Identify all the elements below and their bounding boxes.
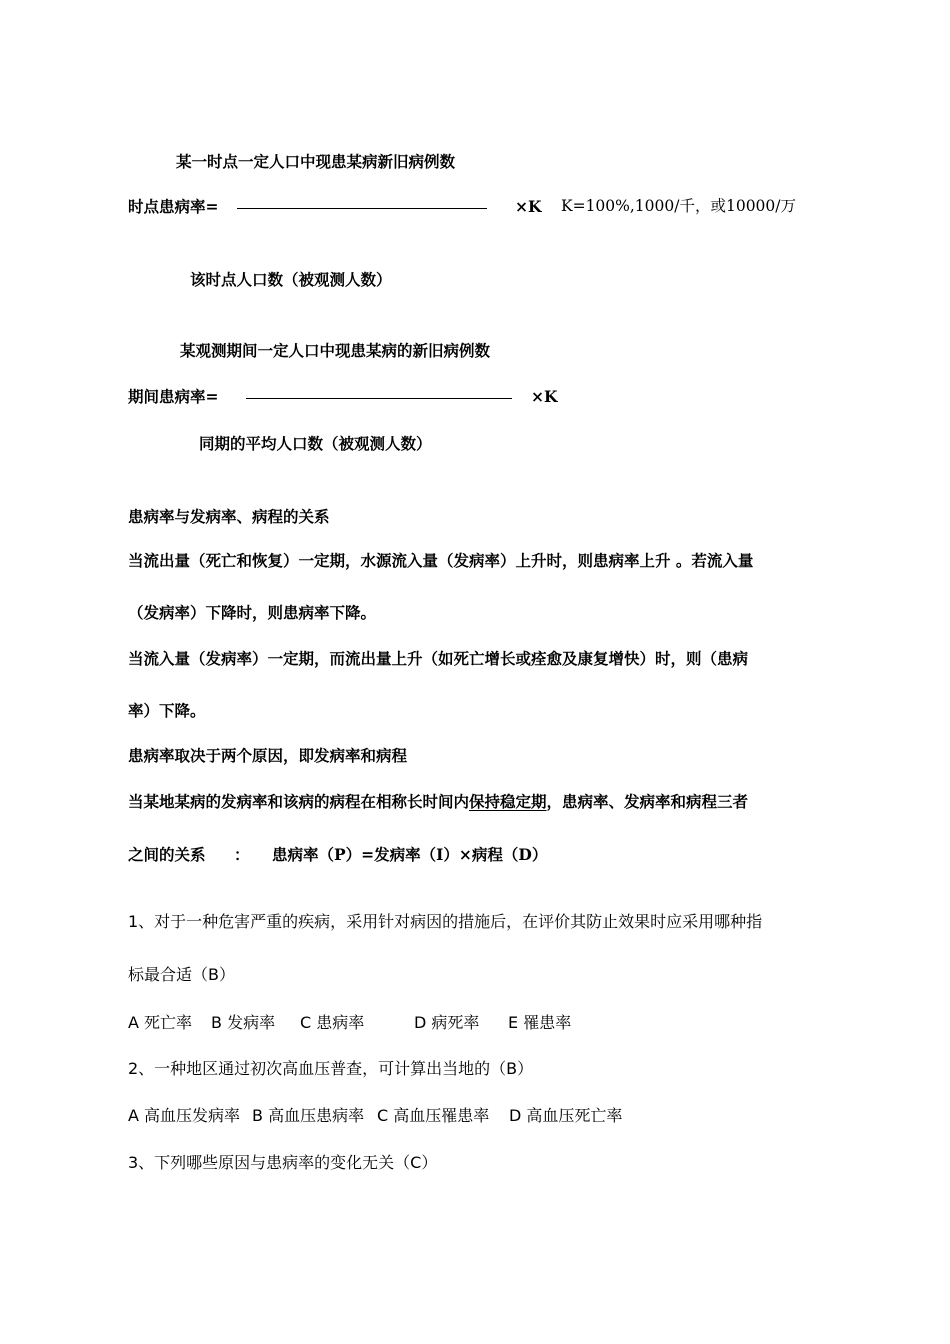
formula2-times-k: ×K [531,387,558,406]
formula2-denominator: 同期的平均人口数（被观测人数） [199,434,432,453]
formula1-fraction-bar [237,208,487,209]
formula2-fraction-bar [246,398,512,399]
relation-p4-colon: ： [234,845,250,864]
question-1-option-b: B 发病率 [211,1013,276,1032]
relation-p2-line2: 率）下降。 [128,701,206,720]
question-1-line2: 标最合适（B） [128,965,235,984]
question-1-line1: 1、对于一种危害严重的疾病，采用针对病因的措施后，在评价其防止效果时应采用哪种指 [128,912,763,931]
relation-p2-line1: 当流入量（发病率）一定期，而流出量上升（如死亡增长或痊愈及康复增快）时，则（患病 [128,649,749,668]
formula1-times-k: ×K [515,197,542,216]
question-3-line1: 3、下列哪些原因与患病率的变化无关（C） [128,1153,438,1172]
formula2-label: 期间患病率= [128,387,219,406]
question-2-option-d: D 高血压死亡率 [509,1106,623,1125]
relation-p4-line1 [128,794,748,810]
question-2-option-b: B 高血压患病率 [252,1106,365,1125]
relation-p4-underlined: 保持稳定期 [469,792,547,811]
relation-p3: 患病率取决于两个原因，即发病率和病程 [128,746,408,765]
question-2-option-a: A 高血压发病率 [128,1106,241,1125]
question-2-option-c: C 高血压罹患率 [377,1106,490,1125]
formula1-label: 时点患病率= [128,197,219,216]
question-1-option-a: A 死亡率 [128,1013,193,1032]
question-1-option-e: E 罹患率 [508,1013,572,1032]
formula1-denominator: 该时点人口数（被观测人数） [190,270,392,289]
relation-p4-suffix: ，患病率、发病率和病程三者 [546,792,749,811]
relation-p1-line2: （发病率）下降时，则患病率下降。 [128,603,377,622]
question-1-option-c: C 患病率 [300,1013,365,1032]
relation-p4-prefix: 当某地某病的发病率和该病的病程在相称长时间内 [128,792,470,811]
formula1-numerator: 某一时点一定人口中现患某病新旧病例数 [176,152,456,171]
relation-heading: 患病率与发病率、病程的关系 [128,507,330,526]
question-2-line1: 2、一种地区通过初次高血压普查，可计算出当地的（B） [128,1059,534,1078]
relation-p4-line2-prefix: 之间的关系 [128,845,206,864]
question-1-option-d: D 病死率 [414,1013,480,1032]
formula2-numerator: 某观测期间一定人口中现患某病的新旧病例数 [180,341,491,360]
relation-p4-formula: 患病率（P）=发病率（I）×病程（D） [272,845,548,864]
relation-p1-line1: 当流出量（死亡和恢复）一定期，水源流入量（发病率）上升时，则患病率上升 。若流入量 [128,551,754,570]
formula1-k-note: K=100%,1000/千，或10000/万 [561,197,797,215]
